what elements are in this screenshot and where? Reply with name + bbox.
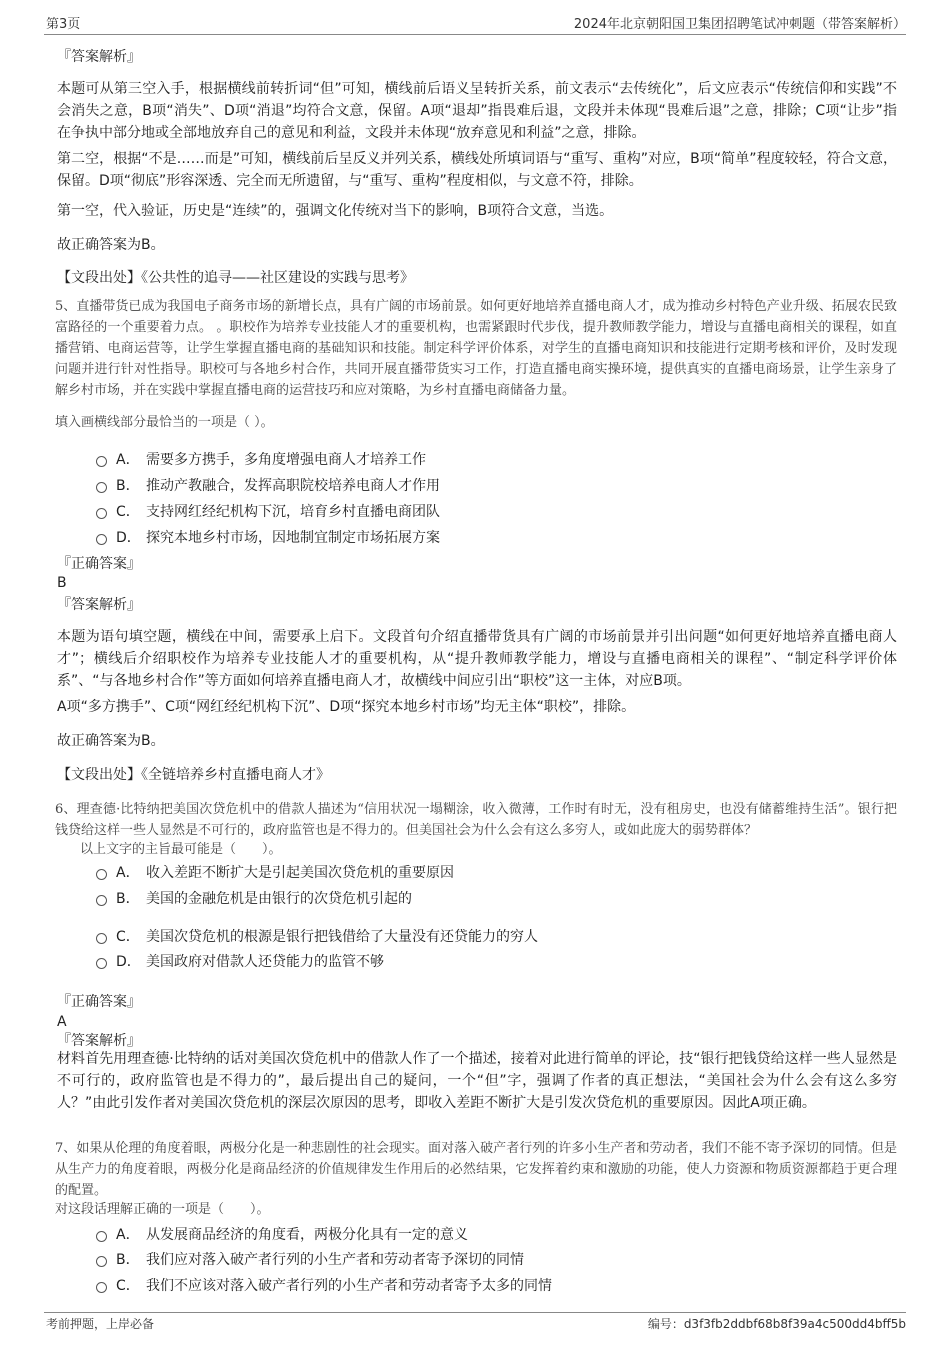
- q5-analysis-label: 『答案解析』: [57, 597, 141, 613]
- radio-icon[interactable]: [96, 1231, 107, 1242]
- document-title: 2024年北京朝阳国卫集团招聘笔试冲刺题（带答案解析）: [573, 17, 906, 32]
- q5-option-a[interactable]: A． 需要多方携手，多角度增强电商人才培养工作: [96, 449, 426, 469]
- q5-option-d[interactable]: D． 探究本地乡村市场，因地制宜制定市场拓展方案: [96, 527, 440, 547]
- radio-icon[interactable]: [96, 895, 107, 906]
- q5-analysis-p1: 本题为语句填空题，横线在中间，需要承上启下。文段首句介绍直播带货具有广阔的市场前景并引出问题“如何更好地培养直播电商人才”；横线后介绍职校作为培养专业技能人才的重要机构，从“提升教师教学能力，增设与直播电商相关的课程”、“制定科学评价体系”、“与各地乡村合作”等方面如何培养直播电商人才，故横线中间应引出“职校”这一主体，对应B项。: [57, 629, 897, 689]
- q5-option-c[interactable]: C． 支持网红经纪机构下沉，培育乡村直播电商团队: [96, 501, 440, 521]
- radio-icon[interactable]: [96, 1282, 107, 1293]
- radio-icon[interactable]: [96, 933, 107, 944]
- footer-divider: [44, 1312, 906, 1313]
- q4-analysis-label: 『答案解析』: [57, 49, 141, 65]
- radio-icon[interactable]: [96, 958, 107, 969]
- q7-option-b[interactable]: B． 我们应对落入破产者行列的小生产者和劳动者寄予深切的同情: [96, 1249, 524, 1269]
- q6-option-c[interactable]: C． 美国次贷危机的根源是银行把钱借给了大量没有还贷能力的穷人: [96, 926, 538, 946]
- q7-option-a[interactable]: A． 从发展商品经济的角度看，两极分化具有一定的意义: [96, 1224, 468, 1244]
- q5-option-b[interactable]: B． 推动产教融合，发挥高职院校培养电商人才作用: [96, 475, 440, 495]
- q7-stem: 7、如果从伦理的角度着眼，两极分化是一种悲剧性的社会现实。面对落入破产者行列的许多小生产者和劳动者，我们不能不寄予深切的同情。但是从生产力的角度着眼，两极分化是商品经济的价值规律发生作用后的必然结果，它发挥着约束和激励的功能，使人力资源和物质资源都趋于更合理的配置。: [55, 1141, 897, 1198]
- q4-source: 【文段出处】《公共性的追寻——社区建设的实践与思考》: [57, 270, 414, 286]
- q6-stem: 6、理查德·比特纳把美国次贷危机中的借款人描述为“信用状况一塌糊涂，收入微薄，工作时有时无，没有租房史，也没有储蓄维持生活”。银行把钱贷给这样一些人显然是不可行的，政府监管也是不得力的。但美国社会为什么会有这么多穷人，或如此庞大的弱势群体？: [55, 802, 897, 838]
- q7-prompt: 对这段话理解正确的一项是（ ）。: [55, 1202, 270, 1217]
- header-divider: [44, 34, 906, 35]
- q6-option-a[interactable]: A． 收入差距不断扩大是引起美国次贷危机的重要原因: [96, 862, 454, 882]
- q5-prompt: 填入画横线部分最恰当的一项是（ ）。: [55, 415, 274, 430]
- q5-source: 【文段出处】《全链培养乡村直播电商人才》: [57, 767, 330, 783]
- q4-analysis-p2: 第二空，根据“不是……而是”可知，横线前后呈反义并列关系，横线处所填词语与“重写、重构”对应，B项“简单”程度较轻，符合文意，保留。D项“彻底”形容深透、完全而无所遗留，与“重写、重构”程度相似，与文意不符，排除。: [57, 151, 897, 189]
- q4-analysis-p3: 第一空，代入验证，历史是“连续”的，强调文化传统对当下的影响，B项符合文意，当选。: [57, 203, 614, 219]
- page-number: 第3页: [46, 17, 81, 32]
- q5-stem: 5、直播带货已成为我国电子商务市场的新增长点，具有广阔的市场前景。如何更好地培养直播电商人才，成为推动乡村特色产业升级、拓展农民致富路径的一个重要着力点。 。职校作为培养专业技能人才的重要机构，也需紧跟时代步伐，提升教师教学能力，增设与直播电商相关的课程，如直播营销、电商运营等，让学生掌握直播电商的基础知识和技能。制定科学评价体系，对学生的直播电商知识和技能进行定期考核和评价，及时发现问题并进行针对性指导。职校可与各地乡村合作，共同开展直播带货实习工作，打造直播电商实操环境，提供真实的直播电商场景，让学生亲身了解乡村市场，并在实践中掌握直播电商的运营技巧和应对策略，为乡村直播电商储备力量。: [55, 299, 897, 398]
- radio-icon[interactable]: [96, 482, 107, 493]
- q7-option-c[interactable]: C． 我们不应该对落入破产者行列的小生产者和劳动者寄予太多的同情: [96, 1275, 552, 1295]
- q5-answer-label: 『正确答案』: [57, 556, 141, 572]
- q5-analysis-p2: A项“多方携手”、C项“网红经纪机构下沉”、D项“探究本地乡村市场”均无主体“职校”，排除。: [57, 699, 636, 715]
- radio-icon[interactable]: [96, 508, 107, 519]
- q6-prompt: 以上文字的主旨最可能是（ ）。: [80, 842, 282, 857]
- q4-conclusion: 故正确答案为B。: [57, 237, 165, 253]
- q6-answer: A: [57, 1014, 67, 1030]
- radio-icon[interactable]: [96, 534, 107, 545]
- radio-icon[interactable]: [96, 1256, 107, 1267]
- footer-slogan: 考前押题，上岸必备: [46, 1317, 155, 1331]
- q5-conclusion: 故正确答案为B。: [57, 733, 165, 749]
- q4-analysis-p1: 本题可从第三空入手，根据横线前转折词“但”可知，横线前后语义呈转折关系，前文表示“去传统化”，后文应表示“传统信仰和实践”不会消失之意，B项“消失”、D项“消退”均符合文意，保留。A项“退却”指畏难后退，文段并未体现“畏难后退”之意，排除；C项“让步”指在争执中部分地或全部地放弃自己的意见和利益，文段并未体现“放弃意见和利益”之意，排除。: [57, 81, 897, 141]
- q6-option-d[interactable]: D． 美国政府对借款人还贷能力的监管不够: [96, 951, 384, 971]
- q6-analysis-p1: 材料首先用理查德·比特纳的话对美国次贷危机中的借款人作了一个描述，接着对此进行简单的评论，技“银行把钱贷给这样一些人显然是不可行的，政府监管也是不得力的”，最后提出自己的疑问，一个“但”字，强调了作者的真正想法，“美国社会为什么会有这么多穷人？”由此引发作者对美国次贷危机的深层次原因的思考，即收入差距不断扩大是引发次贷危机的重要原因。因此A项正确。: [57, 1051, 897, 1111]
- radio-icon[interactable]: [96, 456, 107, 467]
- q6-answer-label: 『正确答案』: [57, 994, 141, 1010]
- document-id: 编号：d3f3fb2ddbf68b8f39a4c500dd4bff5b: [647, 1317, 906, 1331]
- radio-icon[interactable]: [96, 869, 107, 880]
- q5-answer: B: [57, 575, 67, 591]
- q6-analysis-label: 『答案解析』: [57, 1033, 141, 1049]
- q6-option-b[interactable]: B． 美国的金融危机是由银行的次贷危机引起的: [96, 888, 412, 908]
